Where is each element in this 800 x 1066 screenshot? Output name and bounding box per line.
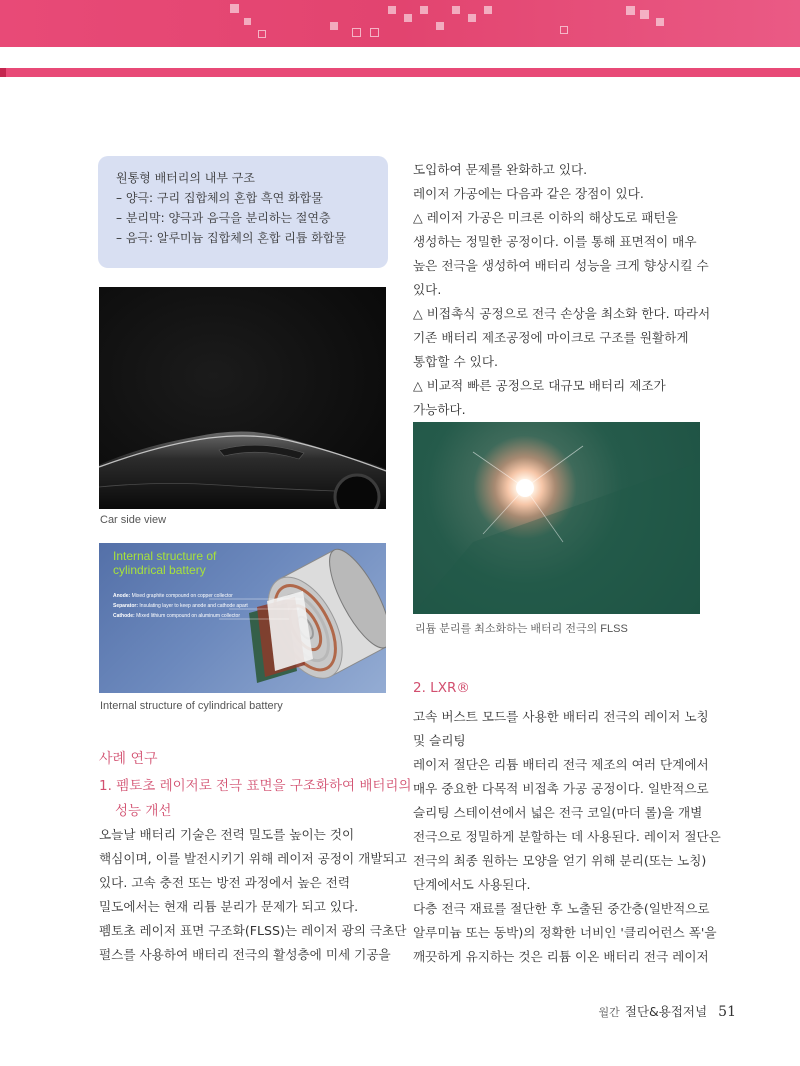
infobox-title: 원통형 배터리의 내부 구조: [116, 171, 255, 185]
infobox-line-cathode: – 음극: 알루미늄 집합체의 혼합 리튬 화합물: [116, 231, 346, 245]
case-study-item-title-line1: 1. 펨토초 레이저로 전극 표면을 구조화하여 배터리의: [99, 778, 412, 794]
right-body-line: 전극으로 정밀하게 분할하는 데 사용된다. 레이저 절단은: [413, 829, 721, 844]
cathode-desc: Mixed lithium compound on aluminum collector: [136, 613, 240, 619]
anode-term: Anode:: [113, 593, 131, 599]
car-side-photo: [99, 287, 386, 509]
right-body-line: 및 슬리팅: [413, 733, 466, 748]
right-body-line: 단계에서도 사용된다.: [413, 877, 531, 892]
car-silhouette: [99, 287, 386, 509]
battery-label-separator: [113, 603, 248, 609]
decor-square: [452, 6, 460, 14]
right-body-line: 도입하여 문제를 완화하고 있다.: [413, 162, 588, 177]
right-body-line: 레이저 가공에는 다음과 같은 장점이 있다.: [413, 186, 644, 201]
decor-square: [258, 30, 266, 38]
right-body-line: 깨끗하게 유지하는 것은 리튬 이온 배터리 전극 레이저: [413, 949, 709, 964]
left-body-line: 펄스를 사용하여 배터리 전극의 활성층에 미세 기공을: [99, 947, 391, 962]
decor-square: [640, 10, 649, 19]
decor-square: [626, 6, 635, 15]
right-body-line: 슬리팅 스테이션에서 넓은 전극 코일(마더 롤)을 개별: [413, 805, 703, 820]
right-body-line: 기존 배터리 제조공정에 마이크로 구조를 원활하게: [413, 330, 689, 345]
battery-label-anode: [113, 593, 233, 599]
battery-title-line2: cylindrical battery: [113, 563, 206, 577]
footer-journal-title: 절단&용접저널: [624, 1004, 708, 1019]
battery-caption: Internal structure of cylindrical battery: [100, 700, 283, 712]
battery-structure-infobox: [98, 156, 388, 268]
left-body-line: 오늘날 배터리 기술은 전력 밀도를 높이는 것이: [99, 827, 355, 842]
separator-desc: Insulating layer to keep anode and cathode apart: [139, 603, 248, 609]
left-body-line: 있다. 고속 충전 또는 방전 과정에서 높은 전력: [99, 875, 351, 890]
decor-square: [388, 6, 396, 14]
decor-square: [468, 14, 476, 22]
decor-square: [244, 18, 251, 25]
right-body-line: 높은 전극을 생성하여 배터리 성능을 크게 향상시킬 수: [413, 258, 709, 273]
infobox-line-separator: – 분리막: 양극과 음극을 분리하는 절연층: [116, 211, 331, 225]
left-body-line: 펨토초 레이저 표면 구조화(FLSS)는 레이저 광의 극초단: [99, 923, 407, 938]
decor-square: [352, 28, 361, 37]
battery-label-cathode: [113, 613, 240, 619]
right-body-line: 전극의 최종 원하는 모양을 얻기 위해 분리(또는 노칭): [413, 853, 707, 868]
battery-figure-title: [113, 549, 216, 577]
page-footer: [599, 1001, 736, 1020]
cathode-term: Cathode:: [113, 613, 135, 619]
header-rule-tick: [0, 68, 6, 77]
decor-square: [436, 22, 444, 30]
battery-title-line1: Internal structure of: [113, 549, 217, 563]
decor-square: [330, 22, 338, 30]
separator-term: Separator:: [113, 603, 139, 609]
left-body-line: 핵심이며, 이를 발전시키기 위해 레이저 공정이 개발되고: [99, 851, 407, 866]
battery-structure-figure: [99, 543, 386, 693]
right-body-line: 매우 중요한 다목적 비접촉 가공 공정이다. 일반적으로: [413, 781, 709, 796]
right-body-line: 알루미늄 또는 동박)의 정확한 너비인 '클리어런스 폭'을: [413, 925, 717, 940]
left-body-line: 밀도에서는 현재 리튬 분리가 문제가 되고 있다.: [99, 899, 359, 914]
footer-magazine-label: 월간: [598, 1006, 620, 1019]
right-body-line: 다층 전극 재료를 절단한 후 노출된 중간층(일반적으로: [413, 901, 710, 916]
laser-caption: 리튬 분리를 최소화하는 배터리 전극의 FLSS: [415, 623, 628, 635]
right-body-line: △ 비접촉식 공정으로 전극 손상을 최소화 한다. 따라서: [413, 306, 711, 321]
right-body-line: 통합할 수 있다.: [413, 354, 499, 369]
decor-square: [404, 14, 412, 22]
right-body-line: △ 비교적 빠른 공정으로 대규모 배터리 제조가: [413, 378, 666, 393]
decor-square: [484, 6, 492, 14]
right-body-line: 레이저 절단은 리튬 배터리 전극 제조의 여러 단계에서: [413, 757, 709, 772]
decor-square: [560, 26, 568, 34]
header-band: [0, 0, 800, 47]
right-body-line: 생성하는 정밀한 공정이다. 이를 통해 표면적이 매우: [413, 234, 697, 249]
car-caption: Car side view: [100, 514, 167, 526]
right-body-line: 있다.: [413, 282, 442, 297]
lxr-heading: 2. LXR®: [413, 680, 470, 696]
decor-square: [420, 6, 428, 14]
laser-texture: [413, 422, 700, 614]
right-body-line: 고속 버스트 모드를 사용한 배터리 전극의 레이저 노칭: [413, 709, 709, 724]
decor-square: [230, 4, 239, 13]
laser-electrode-photo: [413, 422, 700, 614]
infobox-line-anode: – 양극: 구리 집합체의 혼합 흑연 화합물: [116, 191, 323, 205]
case-study-heading: 사례 연구: [99, 751, 158, 767]
header-rule: [0, 68, 800, 77]
page-number: 51: [718, 1004, 736, 1020]
anode-desc: Mixed graphite compound on copper collector: [131, 593, 233, 599]
case-study-item-title-line2: 성능 개선: [115, 803, 172, 819]
right-body-line: 가능하다.: [413, 402, 466, 417]
decor-square: [370, 28, 379, 37]
right-body-line: △ 레이저 가공은 미크론 이하의 해상도로 패턴을: [413, 210, 678, 225]
decor-square: [656, 18, 664, 26]
